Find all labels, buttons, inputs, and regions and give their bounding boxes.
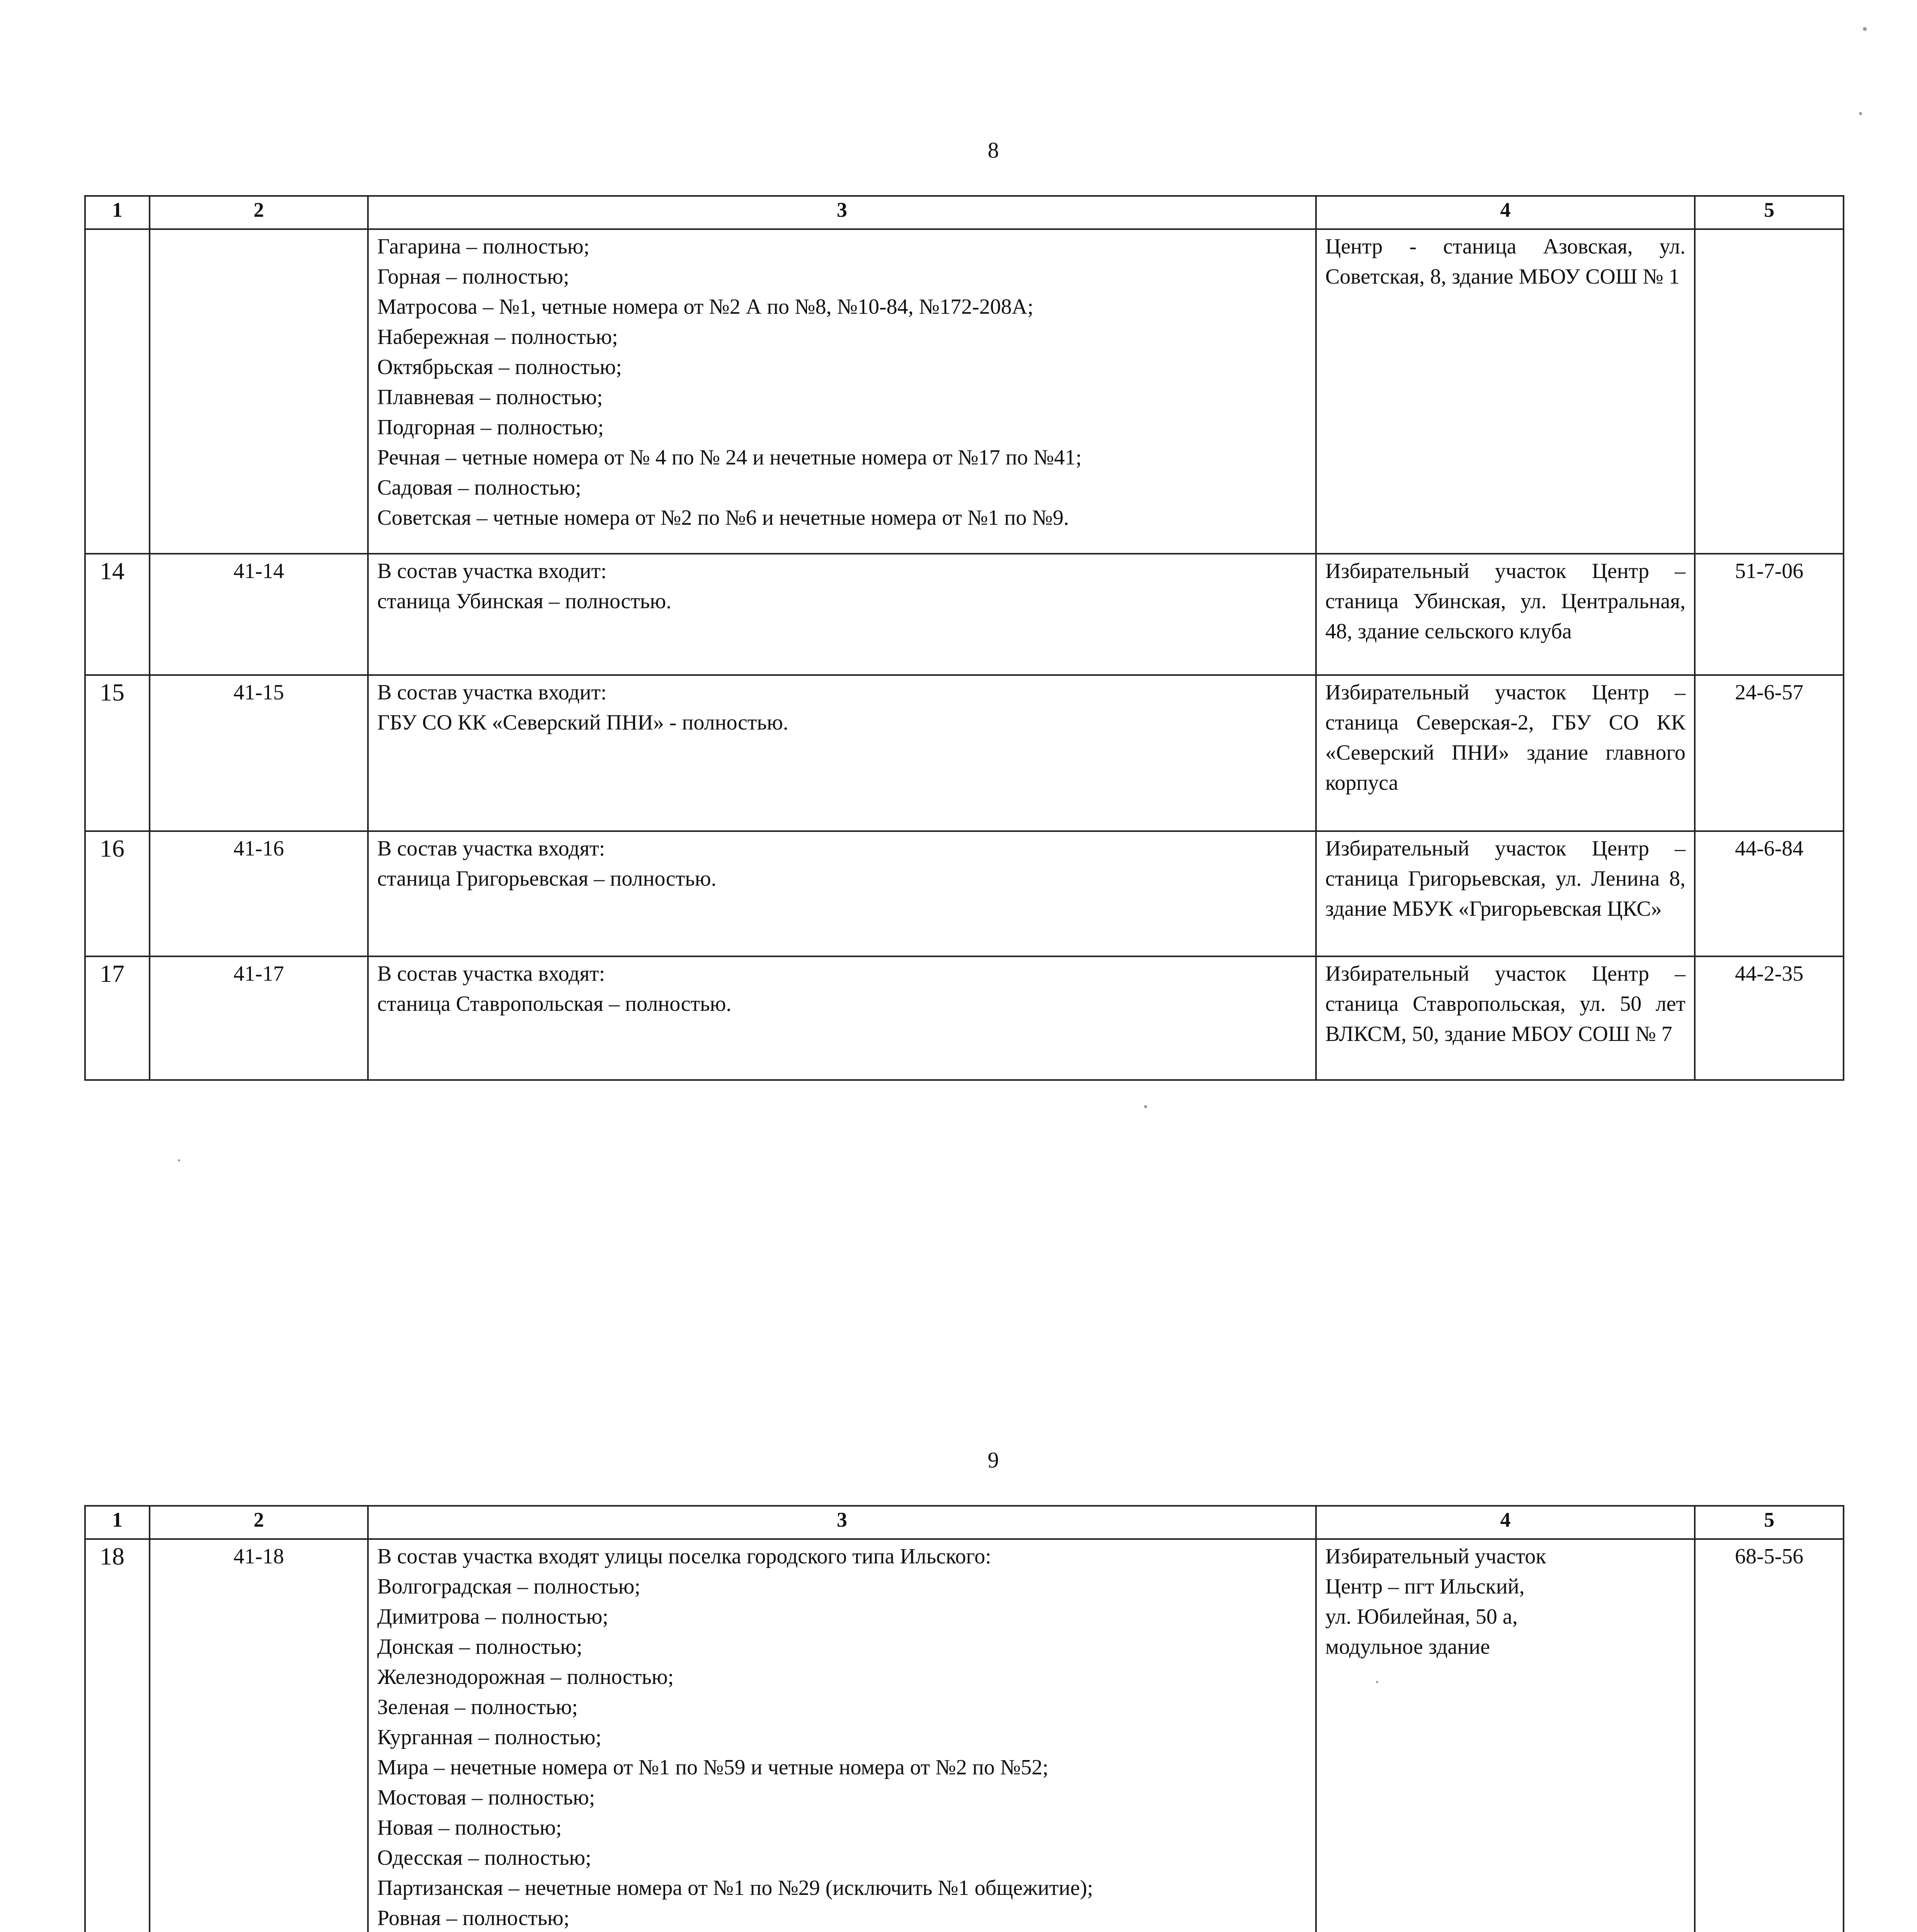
station-center: Избирательный участок Центр – станица Убинская, ул. Центральная, 48, здание сельского клуба xyxy=(1316,554,1695,675)
station-center: Избирательный участок Центр – станица Ставропольская, ул. 50 лет ВЛКСМ, 50, здание МБОУ СОШ № 7 xyxy=(1316,956,1695,1080)
table-row xyxy=(85,956,1844,1080)
row-number: 14 xyxy=(85,554,150,675)
street-line: Горная – полностью; xyxy=(377,265,569,289)
streets-cell xyxy=(368,956,1316,1080)
street-line: станица Григорьевская – полностью. xyxy=(377,867,717,891)
street-line: В состав участка входит: xyxy=(377,559,607,583)
scan-speck xyxy=(1859,112,1862,115)
street-line: станица Убинская – полностью. xyxy=(377,589,672,613)
polling-stations-table xyxy=(84,1505,1844,1932)
station-phone: 44-2-35 xyxy=(1695,956,1844,1080)
street-line: Донская – полностью; xyxy=(377,1635,582,1659)
street-line: Железнодорожная – полностью; xyxy=(377,1665,674,1689)
row-number: 16 xyxy=(85,831,150,956)
scan-speck xyxy=(1376,1681,1378,1683)
street-line: Партизанская – нечетные номера от №1 по №29 (исключить №1 общежитие); xyxy=(377,1876,1093,1900)
row-number: 18 xyxy=(85,1539,150,1932)
station-code xyxy=(150,229,368,554)
scan-speck xyxy=(1863,27,1867,31)
streets-cell xyxy=(368,554,1316,675)
street-line: Димитрова – полностью; xyxy=(377,1605,609,1629)
street-line: Советская – четные номера от №2 по №6 и нечетные номера от №1 по №9. xyxy=(377,506,1069,530)
table-row xyxy=(85,229,1844,554)
table-row xyxy=(85,554,1844,675)
table-header-row xyxy=(85,196,1844,229)
scan-speck xyxy=(1144,1105,1147,1108)
polling-stations-table xyxy=(84,195,1844,1081)
station-center xyxy=(1316,1539,1695,1932)
column-header: 2 xyxy=(150,1506,368,1539)
streets-cell xyxy=(368,229,1316,554)
table-row xyxy=(85,831,1844,956)
street-line: Курганная – полностью; xyxy=(377,1725,602,1749)
station-phone: 44-6-84 xyxy=(1695,831,1844,956)
table-header-row xyxy=(85,1506,1844,1539)
streets-cell xyxy=(368,1539,1316,1932)
street-line: Садовая – полностью; xyxy=(377,476,581,500)
station-code: 41-14 xyxy=(150,554,368,675)
column-header: 1 xyxy=(85,196,150,229)
street-line: В состав участка входят улицы поселка городского типа Ильского: xyxy=(377,1544,991,1568)
street-line: Подгорная – полностью; xyxy=(377,415,604,439)
center-line: ул. Юбилейная, 50 а, xyxy=(1325,1605,1518,1629)
column-header: 5 xyxy=(1695,196,1844,229)
station-phone: 51-7-06 xyxy=(1695,554,1844,675)
streets-cell xyxy=(368,675,1316,831)
street-line: В состав участка входят: xyxy=(377,837,605,861)
street-line: Волгоградская – полностью; xyxy=(377,1575,641,1599)
station-code: 41-18 xyxy=(150,1539,368,1932)
street-line: Набережная – полностью; xyxy=(377,325,618,349)
row-number xyxy=(85,229,150,554)
column-header: 3 xyxy=(368,196,1316,229)
center-line: Центр – пгт Ильский, xyxy=(1325,1575,1525,1599)
column-header: 3 xyxy=(368,1506,1316,1539)
center-line: модульное здание xyxy=(1325,1635,1490,1659)
street-line: Октябрьская – полностью; xyxy=(377,355,622,379)
column-header: 4 xyxy=(1316,196,1695,229)
row-number: 15 xyxy=(85,675,150,831)
street-line: Речная – четные номера от № 4 по № 24 и нечетные номера от №17 по №41; xyxy=(377,446,1082,469)
street-line: Гагарина – полностью; xyxy=(377,235,590,259)
station-center: Избирательный участок Центр – станица Северская-2, ГБУ СО КК «Северский ПНИ» здание главного корпуса xyxy=(1316,675,1695,831)
station-phone: 24-6-57 xyxy=(1695,675,1844,831)
column-header: 2 xyxy=(150,196,368,229)
station-code: 41-17 xyxy=(150,956,368,1080)
street-line: Матросова – №1, четные номера от №2 А по №8, №10-84, №172-208А; xyxy=(377,295,1033,319)
column-header: 1 xyxy=(85,1506,150,1539)
center-line: Избирательный участок xyxy=(1325,1544,1546,1568)
streets-cell xyxy=(368,831,1316,956)
station-code: 41-16 xyxy=(150,831,368,956)
page-number: 9 xyxy=(987,1447,999,1473)
column-header: 4 xyxy=(1316,1506,1695,1539)
station-center: Центр - станица Азовская, ул. Советская, 8, здание МБОУ СОШ № 1 xyxy=(1316,229,1695,554)
street-line: В состав участка входит: xyxy=(377,680,607,704)
street-line: Плавневая – полностью; xyxy=(377,385,603,409)
station-center: Избирательный участок Центр – станица Григорьевская, ул. Ленина 8, здание МБУК «Григорьевская ЦКС» xyxy=(1316,831,1695,956)
street-line: Мира – нечетные номера от №1 по №59 и четные номера от №2 по №52; xyxy=(377,1755,1049,1779)
table-row xyxy=(85,675,1844,831)
street-line: Мостовая – полностью; xyxy=(377,1786,595,1810)
street-line: Новая – полностью; xyxy=(377,1816,562,1840)
scan-speck xyxy=(178,1159,180,1162)
row-number: 17 xyxy=(85,956,150,1080)
station-code: 41-15 xyxy=(150,675,368,831)
street-line: ГБУ СО КК «Северский ПНИ» - полностью. xyxy=(377,711,788,735)
street-line: Зеленая – полностью; xyxy=(377,1695,578,1719)
street-line: Ровная – полностью; xyxy=(377,1906,570,1930)
station-phone: 68-5-56 xyxy=(1695,1539,1844,1932)
street-line: станица Ставропольская – полностью. xyxy=(377,992,732,1016)
page-number: 8 xyxy=(987,138,999,163)
column-header: 5 xyxy=(1695,1506,1844,1539)
street-line: Одесская – полностью; xyxy=(377,1846,591,1870)
street-line: В состав участка входят: xyxy=(377,962,605,986)
table-row xyxy=(85,1539,1844,1932)
station-phone xyxy=(1695,229,1844,554)
